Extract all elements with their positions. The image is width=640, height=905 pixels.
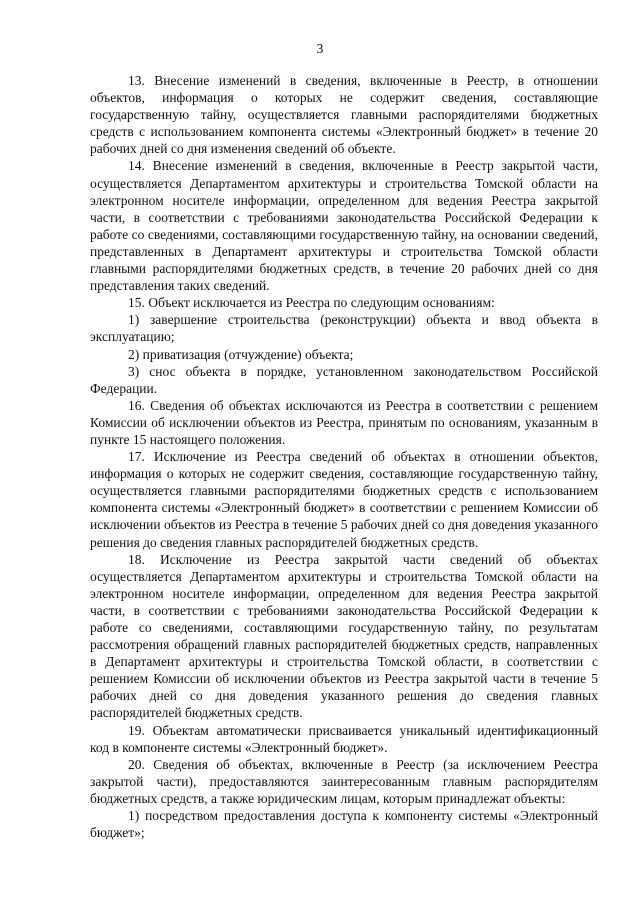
paragraph-20: 20. Сведения об объектах, включенные в Реестр (за исключением Реестра закрытой части), предоставляются заинтересованным главным распорядителям бюджетных средств, а также юридическим лицам, которым принадлежат объекты:	[90, 756, 598, 806]
paragraph-19: 19. Объектам автоматически присваивается уникальный идентификационный код в компоненте системы «Электронный бюджет».	[90, 722, 598, 755]
paragraph-16: 16. Сведения об объектах исключаются из Реестра в соответствии с решением Комиссии об исключении объектов из Реестра, принятым по основаниям, указанным в пункте 15 настоящего положения.	[90, 397, 598, 447]
paragraph-18: 18. Исключение из Реестра закрытой части сведений об объектах осуществляется Департаментом архитектуры и строительства Томской области на электронном носителе информации, определенном для ведения Реестра закрытой части, в соответствии с требованиями законодательства Российской Федерации к работе со сведениями, составляющими государственную тайну, по результатам рассмотрения обращений главных распорядителей бюджетных средств, направленных в Департамент архитектуры и строительства Томской области, в соответствии с решением Комиссии об исключении объектов из Реестра закрытой части в течение 5 рабочих дней со дня доведения указанного решения до сведения главных распорядителей бюджетных средств.	[90, 551, 598, 721]
paragraph-15-item-1: 1) завершение строительства (реконструкции) объекта и ввод объекта в эксплуатацию;	[90, 312, 598, 345]
paragraph-20-item-1: 1) посредством предоставления доступа к компоненту системы «Электронный бюджет»;	[90, 808, 598, 841]
page-number: 3	[316, 41, 324, 56]
paragraph-15: 15. Объект исключается из Реестра по следующим основаниям:	[128, 295, 495, 311]
paragraph-15-item-2: 2) приватизация (отчуждение) объекта;	[128, 346, 354, 362]
paragraph-15-item-3: 3) снос объекта в порядке, установленном законодательством Российской Федерации.	[90, 363, 598, 396]
document-body	[90, 72, 598, 841]
paragraph-13: 13. Внесение изменений в сведения, включенные в Реестр, в отношении объектов, информация о которых не содержит сведения, составляющие государственную тайну, осуществляется главными распорядителями бюджетных средств с использованием компонента системы «Электронный бюджет» в течение 20 рабочих дней со дня изменения сведений об объекте.	[90, 73, 598, 157]
paragraph-17: 17. Исключение из Реестра сведений об объектах в отношении объектов, информация о которых не содержит сведения, составляющие государственную тайну, осуществляется главными распорядителями бюджетных средств с использованием компонента системы «Электронный бюджет» в соответствии с решением Комиссии об исключении объектов из Реестра в течение 5 рабочих дней со дня доведения указанного решения до сведения главных распорядителей бюджетных средств.	[90, 449, 598, 550]
paragraph-14: 14. Внесение изменений в сведения, включенные в Реестр закрытой части, осуществляется Департаментом архитектуры и строительства Томской области на электронном носителе информации, определенном для ведения Реестра закрытой части, в соответствии с требованиями законодательства Российской Федерации к работе со сведениями, составляющими государственную тайну, на основании сведений, представленных в Департамент архитектуры и строительства Томской области главными распорядителями бюджетных средств, в течение 20 рабочих дней со дня представления таких сведений.	[90, 158, 598, 294]
